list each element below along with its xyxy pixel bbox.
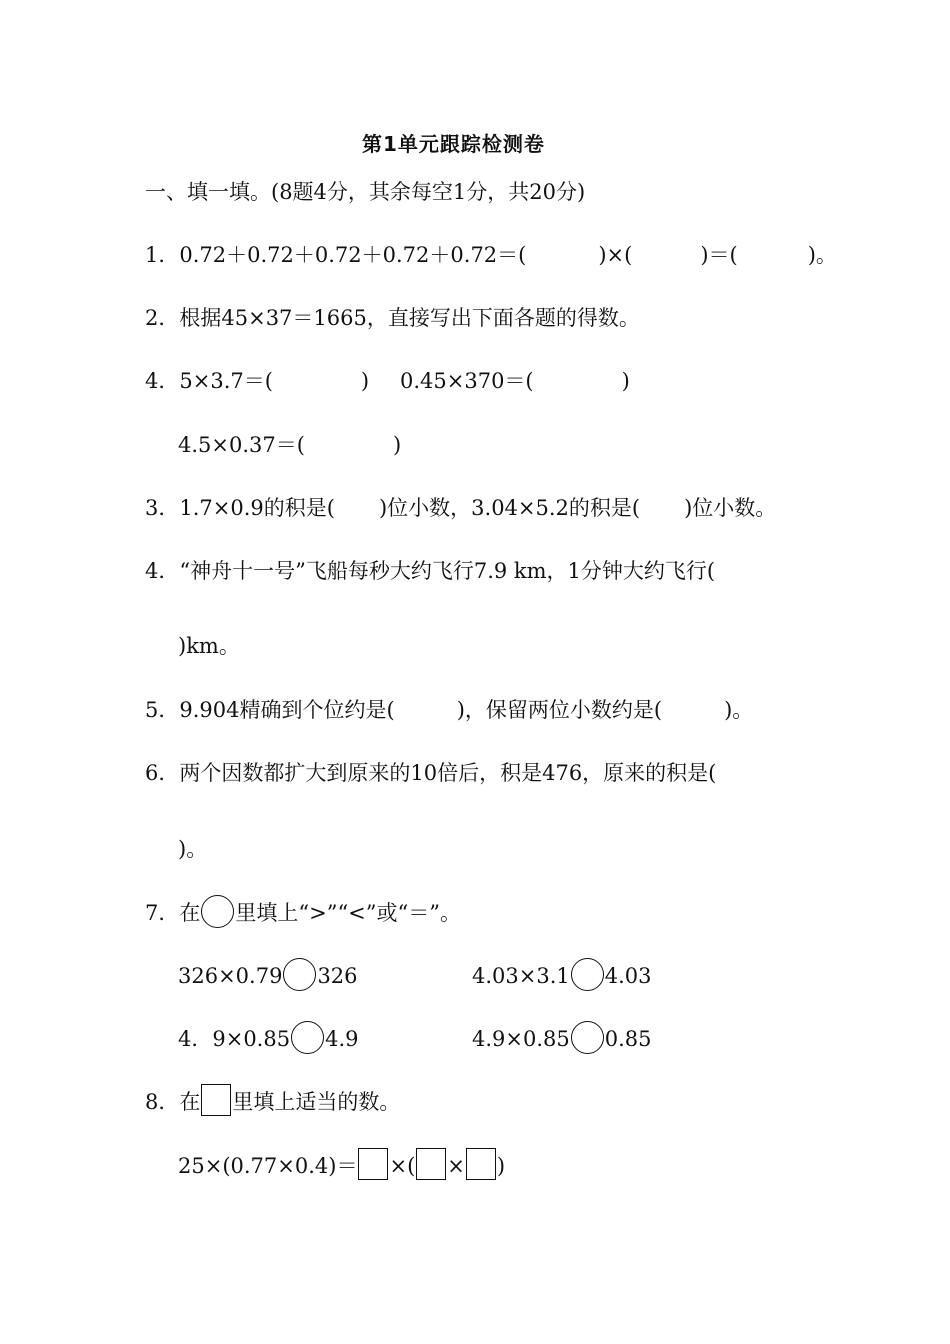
q2-a-close: )	[360, 369, 370, 393]
answer-box-2[interactable]	[416, 1148, 446, 1180]
q1-end: )。	[807, 243, 837, 267]
q3-part3: )位小数。	[684, 496, 777, 520]
question-5	[145, 696, 753, 724]
box-icon	[201, 1084, 231, 1116]
q8-expr: 25×(0.77×0.4)＝	[178, 1154, 358, 1178]
q8-number: 8．	[145, 1090, 180, 1114]
q7-row-1b	[472, 958, 652, 991]
answer-box-1[interactable]	[358, 1148, 388, 1180]
q2-row-1	[145, 367, 369, 395]
q2-c-expr: 4.5×0.37＝(	[178, 433, 305, 457]
q7-1b-left: 4.03×3.1	[472, 964, 570, 988]
q4-continuation: )km。	[178, 634, 240, 658]
question-1	[145, 241, 837, 269]
q2-c-close: )	[392, 433, 402, 457]
q5-part2: )，保留两位小数约是(	[456, 698, 663, 722]
q8-close: )	[496, 1154, 506, 1178]
q2-b-expr: 0.45×370＝(	[400, 369, 534, 393]
q2-b-close: )	[621, 369, 630, 393]
question-7	[145, 895, 461, 928]
q1-mid1: )×(	[598, 243, 633, 267]
q4-number: 4．	[145, 559, 180, 583]
q8-times2: ×	[447, 1154, 465, 1178]
q3-number: 3．	[145, 496, 180, 520]
q2-sub-number: 4．	[145, 369, 180, 393]
q8-times1: ×(	[389, 1154, 416, 1178]
question-3	[145, 494, 776, 522]
compare-circle-2[interactable]	[571, 958, 604, 991]
q6-text: 两个因数都扩大到原来的10倍后，积是476，原来的积是(	[179, 761, 717, 785]
q7-pre: 在	[179, 901, 201, 925]
question-4	[145, 557, 715, 585]
q7-number: 7．	[145, 901, 180, 925]
q6-number: 6．	[145, 761, 180, 785]
q7-2b-left: 4.9×0.85	[472, 1027, 570, 1051]
q8-pre: 在	[179, 1090, 201, 1114]
q7-1b-right: 4.03	[604, 964, 652, 988]
q4-text: “神舟十一号”飞船每秒大约飞行7.9 km，1分钟大约飞行(	[179, 559, 716, 583]
q7-post: 里填上“>”“<”或“＝”。	[235, 901, 461, 925]
q2-row-2	[178, 431, 401, 459]
q7-1a-right: 326	[317, 964, 358, 988]
q1-number: 1．	[145, 243, 180, 267]
q2-a-expr: 5×3.7＝(	[179, 369, 273, 393]
q2-text: 根据45×37＝1665，直接写出下面各题的得数。	[179, 306, 640, 330]
q3-part2: )位小数，3.04×5.2的积是(	[378, 496, 641, 520]
q5-number: 5．	[145, 698, 180, 722]
answer-box-3[interactable]	[466, 1148, 496, 1180]
q1-lhs: 0.72＋0.72＋0.72＋0.72＋0.72＝(	[179, 243, 527, 267]
q6-continuation: )。	[178, 837, 208, 861]
q2-number: 2．	[145, 306, 180, 330]
q7-row-2b	[472, 1021, 652, 1054]
question-6	[145, 759, 716, 787]
q2-row-1b	[400, 367, 630, 395]
compare-circle-4[interactable]	[571, 1021, 604, 1054]
q8-post: 里填上适当的数。	[232, 1090, 401, 1114]
q5-part3: )。	[724, 698, 754, 722]
circle-icon	[201, 895, 234, 928]
q7-2a-right: 4.9	[325, 1027, 359, 1051]
q7-row-1a	[178, 958, 358, 991]
q7-row-2a	[178, 1021, 358, 1054]
question-8	[145, 1084, 400, 1116]
compare-circle-1[interactable]	[283, 958, 316, 991]
q7-1a-left: 326×0.79	[178, 964, 283, 988]
compare-circle-3[interactable]	[291, 1021, 324, 1054]
q5-part1: 9.904精确到个位约是(	[179, 698, 395, 722]
section-heading: 一、填一填。(8题4分，其余每空1分，共20分)	[145, 180, 586, 204]
q8-expression	[178, 1148, 505, 1180]
page-title: 第1单元跟踪检测卷	[362, 132, 545, 156]
q7-2b-right: 0.85	[604, 1027, 652, 1051]
q3-part1: 1.7×0.9的积是(	[179, 496, 335, 520]
q1-mid2: )＝(	[700, 243, 738, 267]
q7-2a-left: 4．9×0.85	[178, 1027, 291, 1051]
question-2	[145, 304, 640, 332]
